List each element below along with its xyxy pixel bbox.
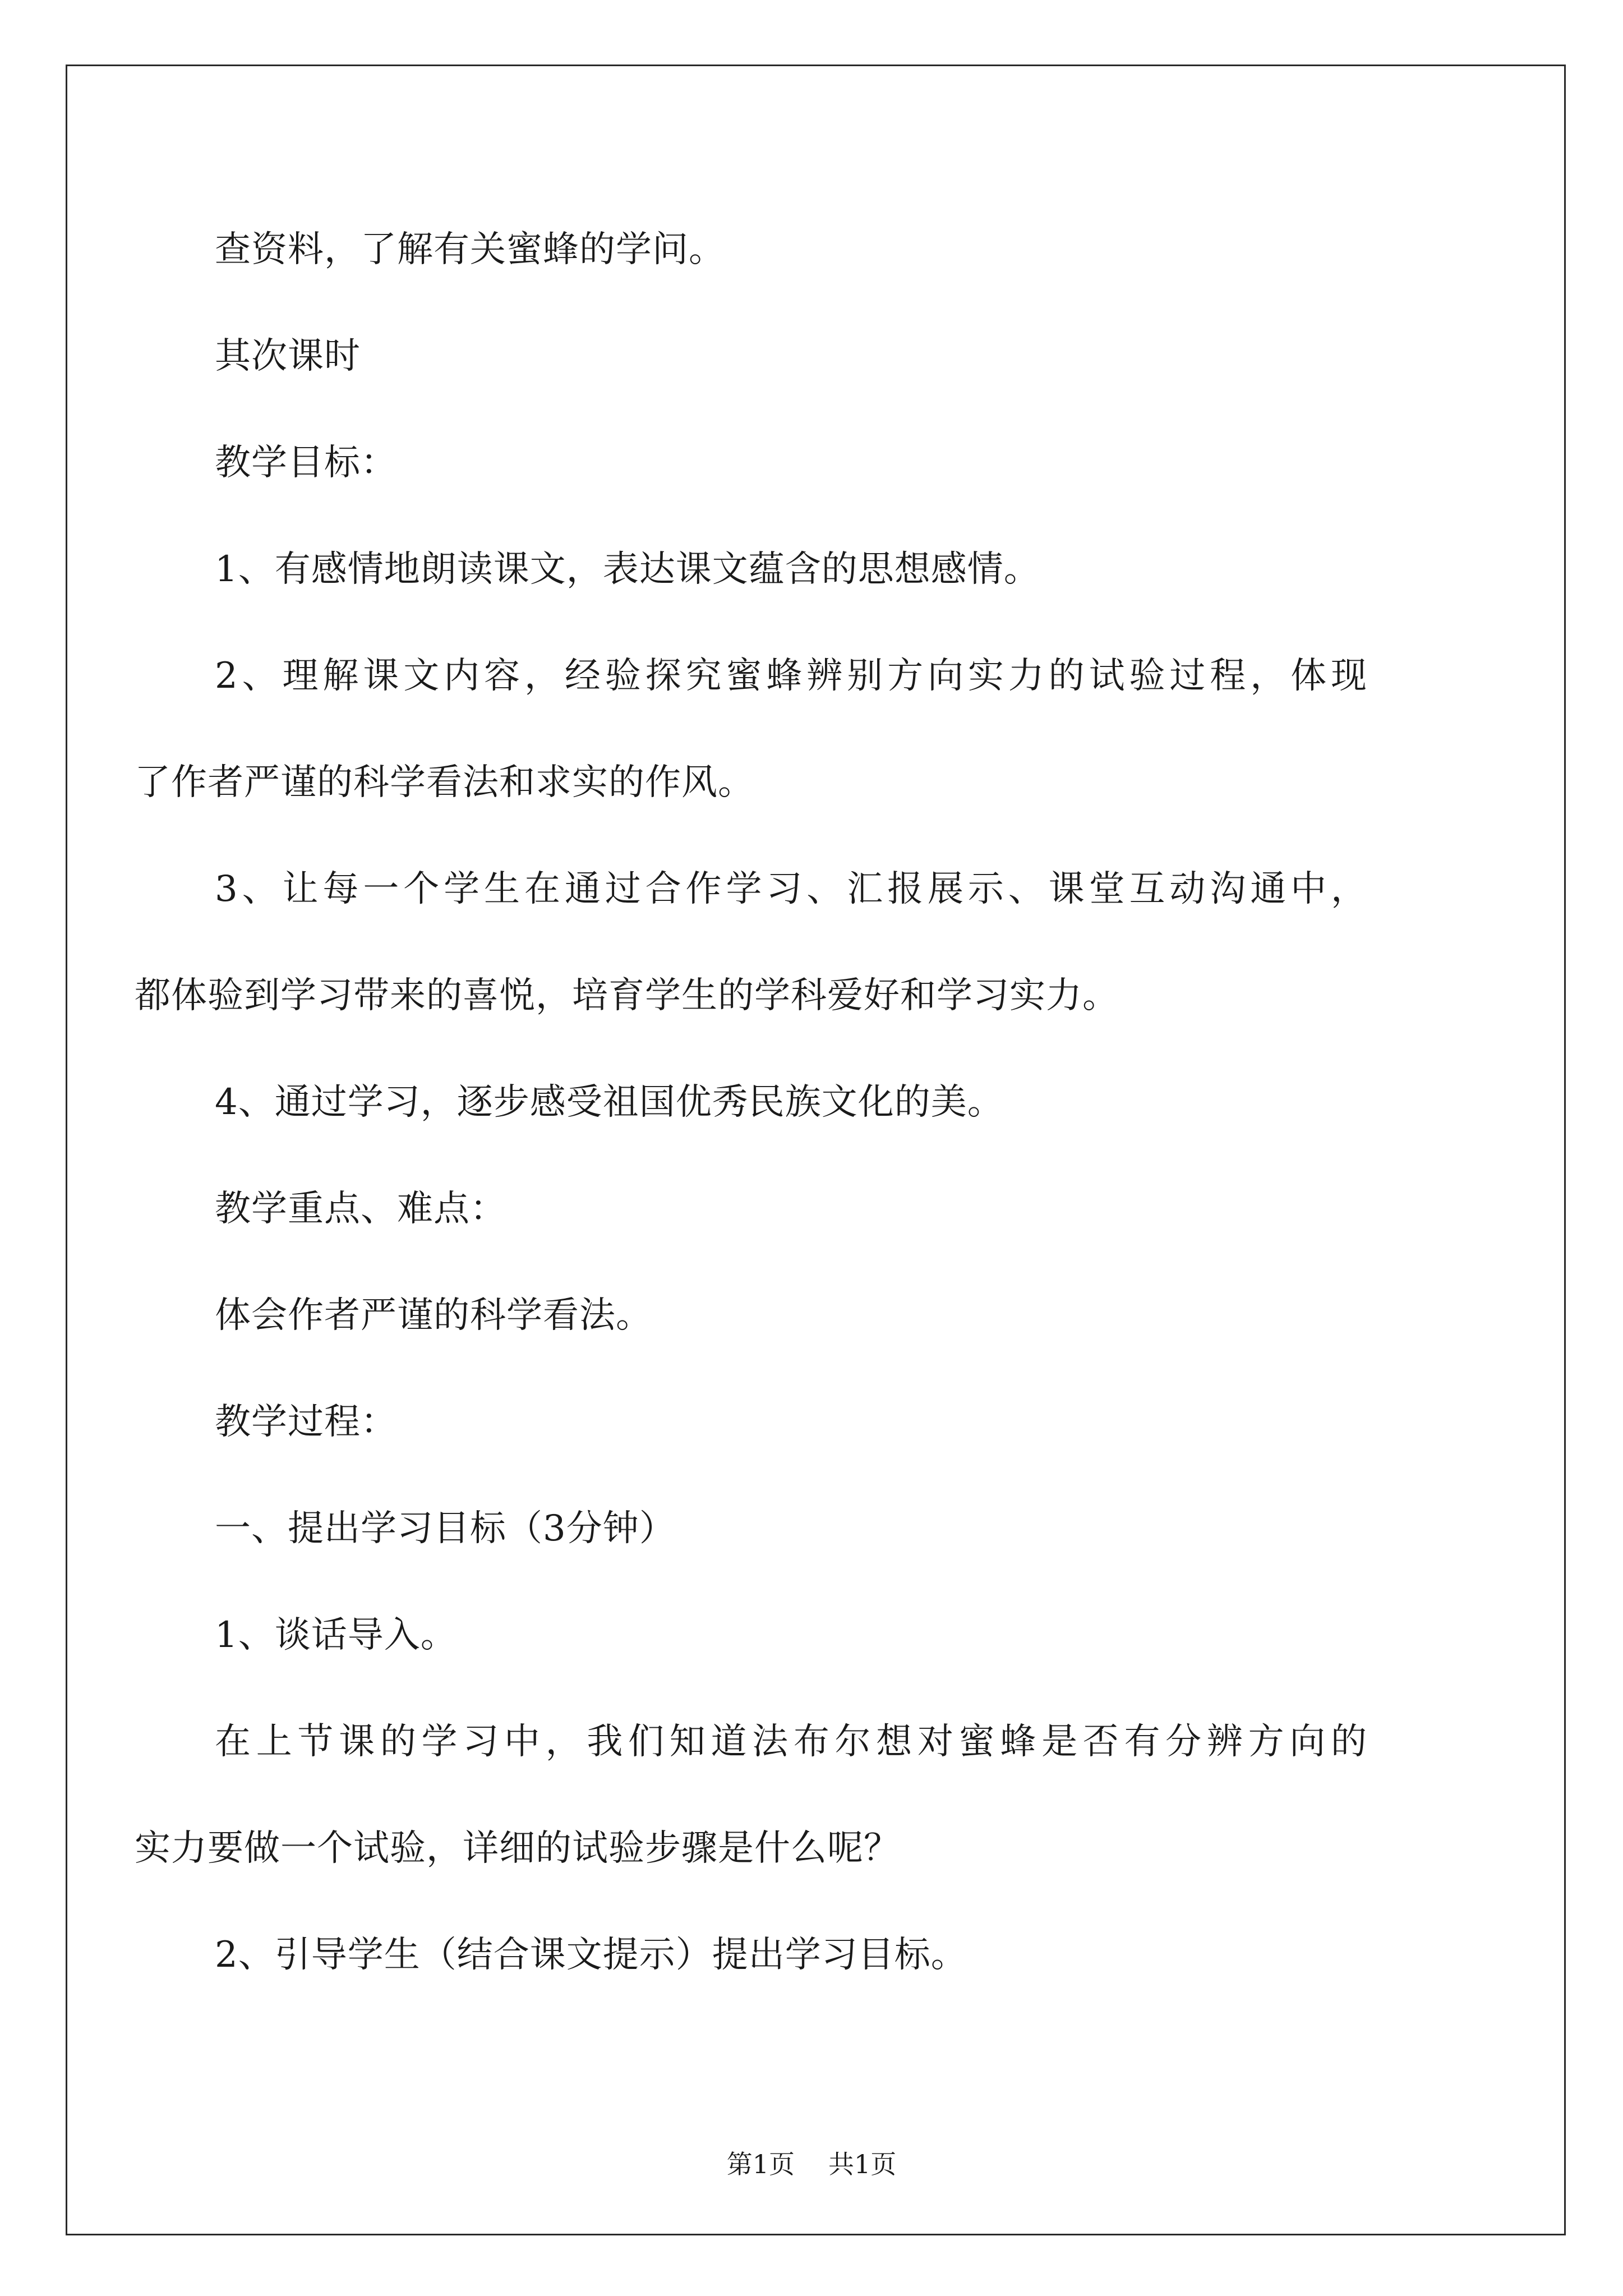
page-number: 第1页: [726, 2149, 795, 2179]
section-heading: 教学重点、难点：: [215, 1188, 506, 1230]
list-item: 3、让每一个学生在通过合作学习、汇报展示、课堂互动沟通中，: [215, 868, 1367, 910]
page-total: 共1页: [828, 2149, 897, 2179]
list-item-continuation: 都体验到学习带来的喜悦，培育学生的学科爱好和学习实力。: [135, 975, 1119, 1016]
section-heading: 教学目标：: [215, 442, 397, 484]
page-footer: [0, 2148, 1623, 2180]
paragraph-line: 体会作者严谨的科学看法。: [215, 1295, 652, 1336]
list-item: 2、引导学生（结合课文提示）提出学习目标。: [215, 1934, 967, 1976]
list-item: 2、理解课文内容，经验探究蜜蜂辨别方向实力的试验过程，体现: [215, 655, 1367, 697]
list-item: 4、通过学习，逐步感受祖国优秀民族文化的美。: [215, 1082, 1004, 1123]
page-border: [66, 65, 1566, 2235]
section-heading: 其次课时: [215, 335, 361, 377]
paragraph-continuation: 实力要做一个试验，详细的试验步骤是什么呢？: [135, 1828, 900, 1869]
list-item-continuation: 了作者严谨的科学看法和求实的作风。: [135, 762, 754, 803]
list-item: 1、谈话导入。: [215, 1614, 457, 1656]
paragraph-line: 在上节课的学习中，我们知道法布尔想对蜜蜂是否有分辨方向的: [215, 1721, 1367, 1763]
list-item: 1、有感情地朗读课文，表达课文蕴含的思想感情。: [215, 549, 1040, 590]
paragraph-line: 查资料，了解有关蜜蜂的学问。: [215, 229, 725, 270]
section-heading: 教学过程：: [215, 1401, 397, 1443]
section-heading: 一、提出学习目标（3分钟）: [215, 1508, 676, 1549]
